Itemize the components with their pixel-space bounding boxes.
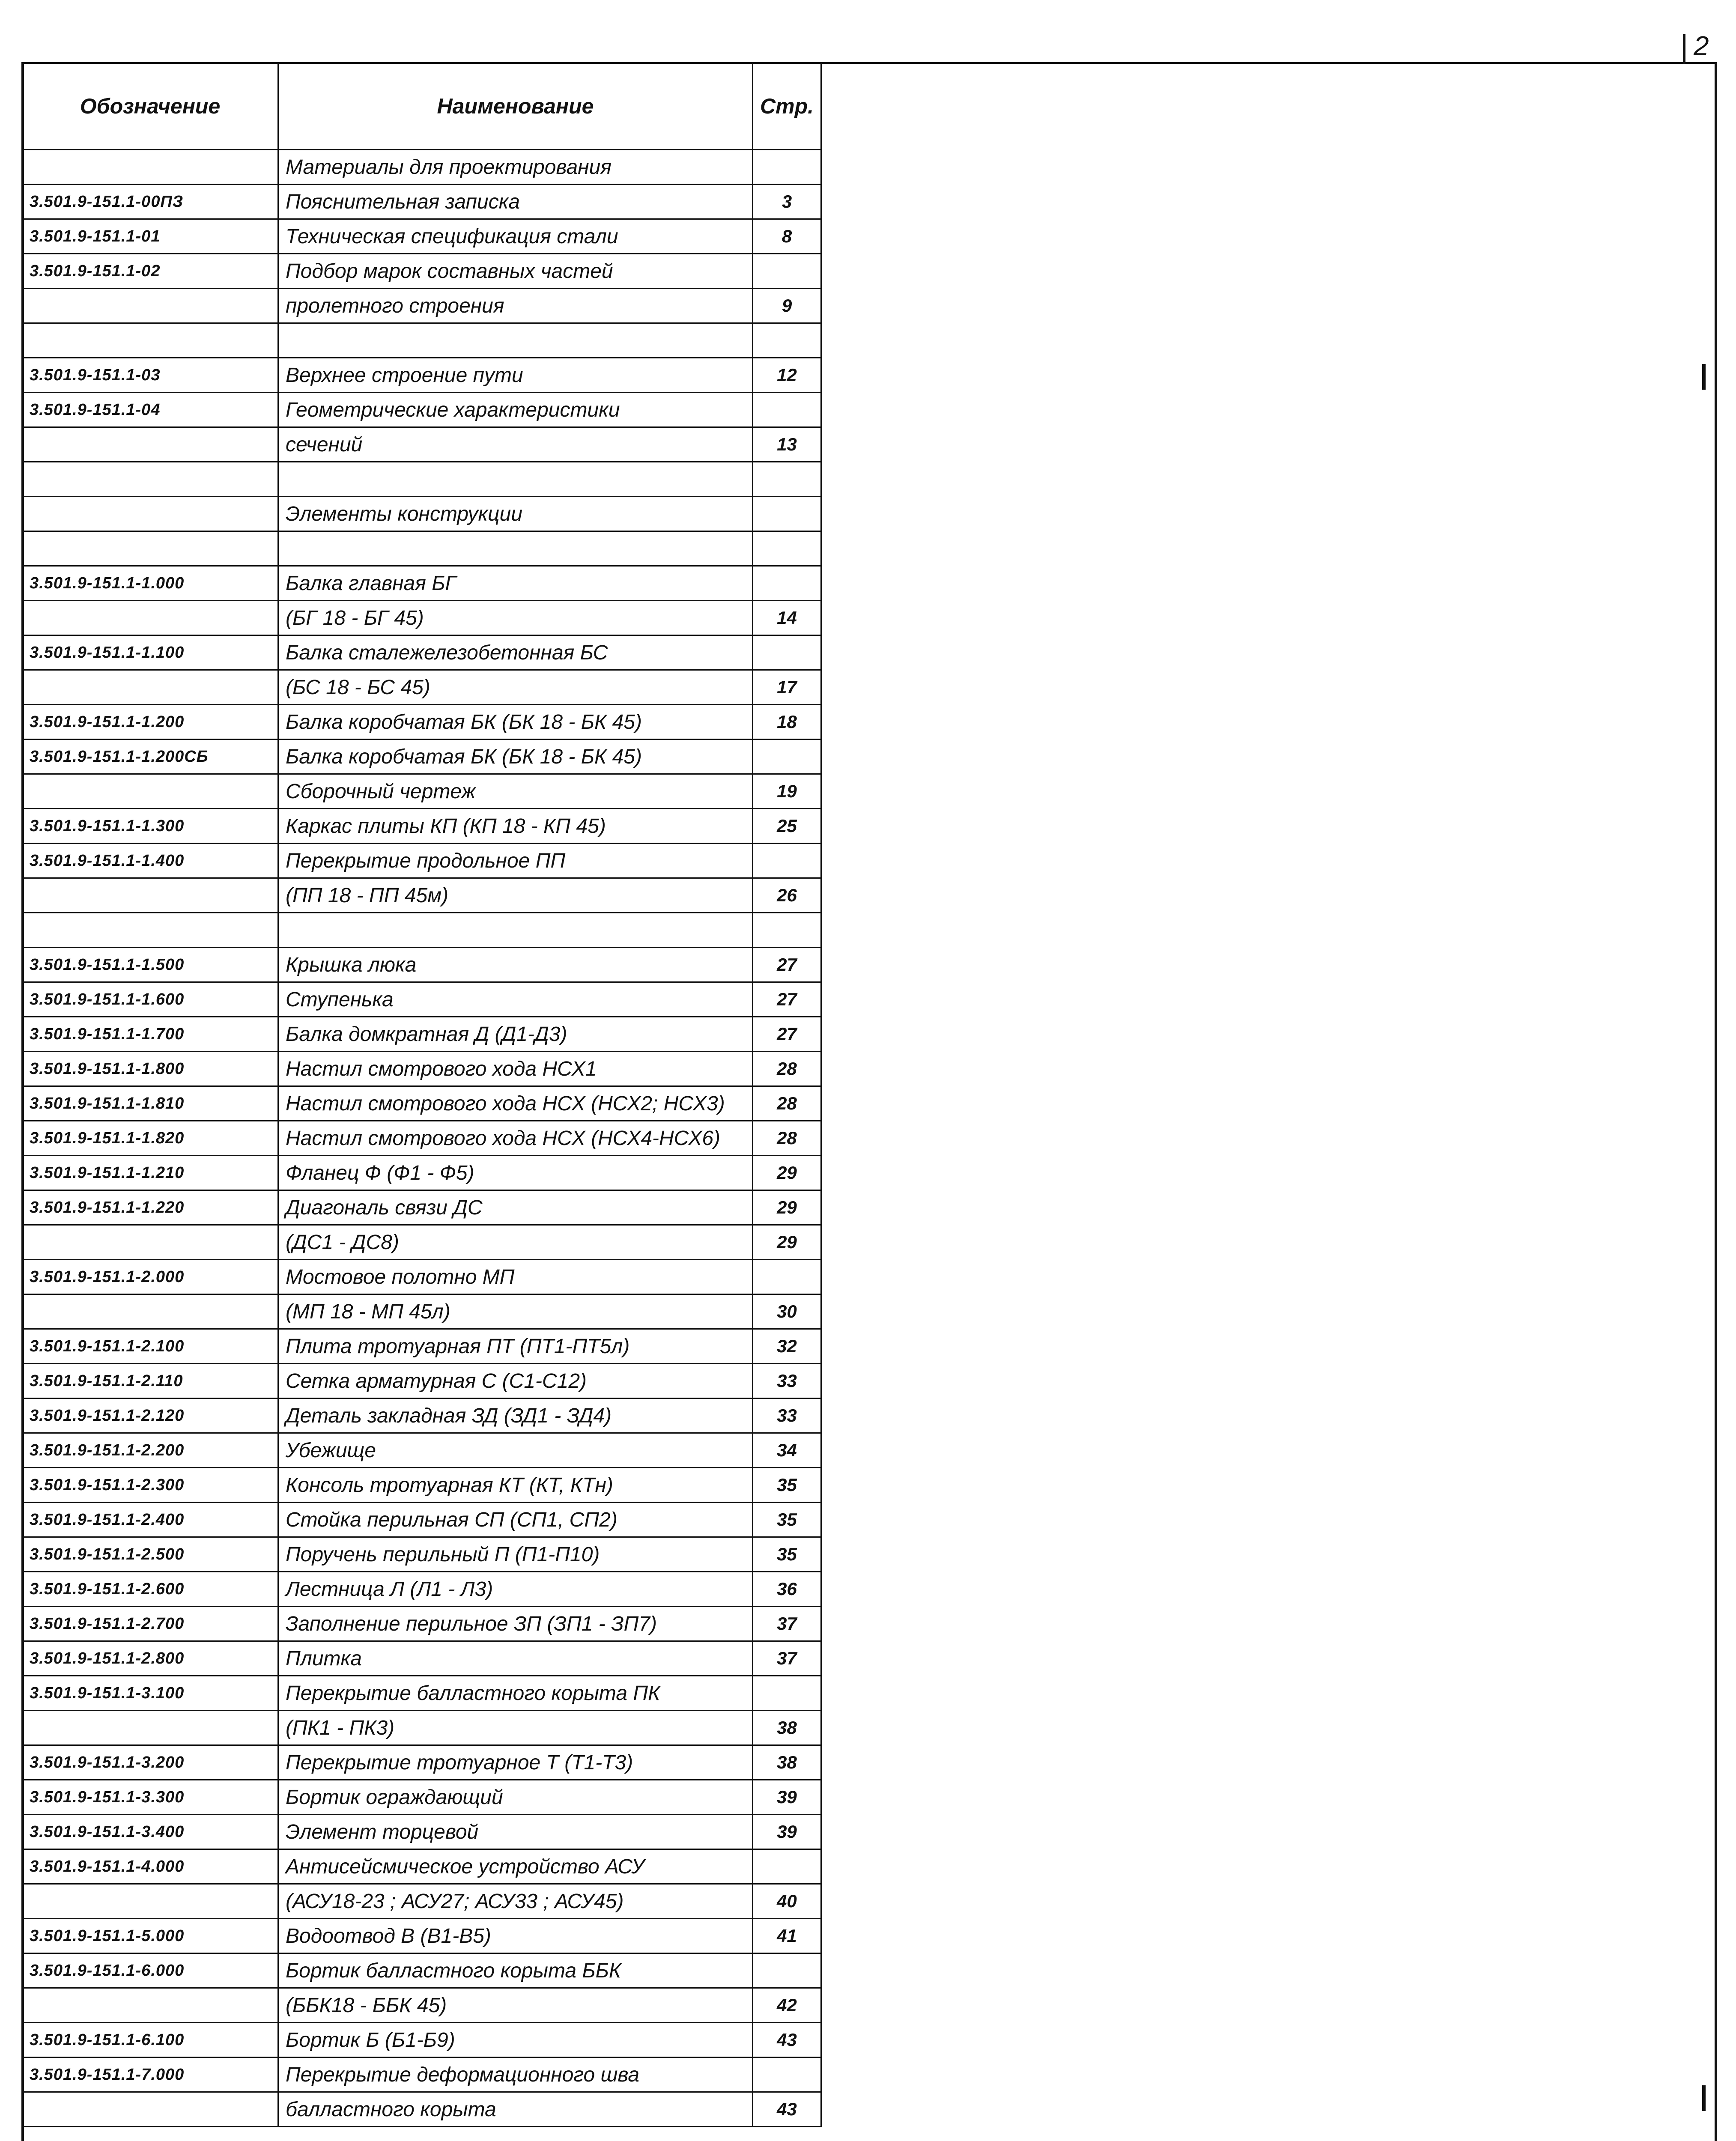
row-code	[22, 427, 278, 462]
contents-row	[22, 1468, 821, 1503]
contents-header-row	[22, 63, 821, 150]
row-code: 3.501.9-151.1-2.110	[22, 1364, 278, 1399]
row-page	[753, 566, 821, 601]
contents-row	[22, 601, 821, 635]
row-page: 36	[753, 1572, 821, 1607]
row-code	[22, 150, 278, 185]
row-name: (АСУ18-23 ; АСУ27; АСУ33 ; АСУ45)	[278, 1884, 753, 1919]
row-name: Балка коробчатая БК (БК 18 - БК 45)	[278, 705, 753, 740]
row-name: Сетка арматурная С (С1-С12)	[278, 1364, 753, 1399]
contents-row	[22, 358, 821, 393]
row-code: 3.501.9-151.1-1.200СБ	[22, 740, 278, 774]
row-name: Лестница Л (Л1 - Л3)	[278, 1572, 753, 1607]
row-page: 13	[753, 427, 821, 462]
contents-row	[22, 1052, 821, 1086]
row-name: Бортик ограждающий	[278, 1780, 753, 1815]
row-name: Каркас плиты КП (КП 18 - КП 45)	[278, 809, 753, 844]
row-page: 19	[753, 774, 821, 809]
row-page: 17	[753, 670, 821, 705]
row-name: (ПП 18 - ПП 45м)	[278, 878, 753, 913]
row-name: Настил смотрового хода НСХ (НСХ4-НСХ6)	[278, 1121, 753, 1156]
row-page	[753, 323, 821, 358]
contents-row	[22, 1641, 821, 1676]
row-name: Фланец Ф (Ф1 - Ф5)	[278, 1156, 753, 1190]
row-name: Бортик балластного корыта ББК	[278, 1953, 753, 1988]
row-page: 28	[753, 1052, 821, 1086]
row-page	[753, 1260, 821, 1294]
contents-table	[21, 62, 822, 2127]
row-name: Ступенька	[278, 982, 753, 1017]
contents-row	[22, 393, 821, 427]
contents-row	[22, 913, 821, 948]
row-name: Стойка перильная СП (СП1, СП2)	[278, 1503, 753, 1537]
row-code: 3.501.9-151.1-3.200	[22, 1745, 278, 1780]
contents-row	[22, 1086, 821, 1121]
row-code: 3.501.9-151.1-2.600	[22, 1572, 278, 1607]
contents-row	[22, 2092, 821, 2127]
contents-row	[22, 740, 821, 774]
row-code	[22, 774, 278, 809]
row-page: 29	[753, 1156, 821, 1190]
contents-row	[22, 150, 821, 185]
row-name: Настил смотрового хода НСХ (НСХ2; НСХ3)	[278, 1086, 753, 1121]
row-page: 34	[753, 1433, 821, 1468]
contents-row	[22, 1572, 821, 1607]
row-page: 33	[753, 1399, 821, 1433]
row-page: 35	[753, 1468, 821, 1503]
header-name: Наименование	[278, 63, 753, 150]
contents-row	[22, 1780, 821, 1815]
row-name: Водоотвод В (В1-В5)	[278, 1919, 753, 1953]
row-page: 27	[753, 948, 821, 982]
header-page: Стр.	[753, 63, 821, 150]
row-name: балластного корыта	[278, 2092, 753, 2127]
contents-row	[22, 219, 821, 254]
row-page: 18	[753, 705, 821, 740]
row-code	[22, 913, 278, 948]
row-code: 3.501.9-151.1-4.000	[22, 1849, 278, 1884]
row-page	[753, 497, 821, 531]
row-name: Балка главная БГ	[278, 566, 753, 601]
row-page: 38	[753, 1745, 821, 1780]
header-code: Обозначение	[22, 63, 278, 150]
row-code: 3.501.9-151.1-2.000	[22, 1260, 278, 1294]
contents-row	[22, 1017, 821, 1052]
row-page: 38	[753, 1711, 821, 1745]
row-name: Диагональ связи ДС	[278, 1190, 753, 1225]
row-name	[278, 462, 753, 497]
margin-mark	[1702, 2085, 1706, 2111]
contents-row	[22, 1988, 821, 2023]
row-code	[22, 497, 278, 531]
row-name: Поручень перильный П (П1-П10)	[278, 1537, 753, 1572]
contents-row	[22, 289, 821, 323]
contents-row	[22, 982, 821, 1017]
row-code: 3.501.9-151.1-1.600	[22, 982, 278, 1017]
row-page	[753, 844, 821, 878]
row-page: 29	[753, 1225, 821, 1260]
row-page	[753, 150, 821, 185]
contents-row	[22, 427, 821, 462]
row-name: Перекрытие тротуарное Т (Т1-Т3)	[278, 1745, 753, 1780]
row-code: 3.501.9-151.1-5.000	[22, 1919, 278, 1953]
contents-row	[22, 531, 821, 566]
row-page: 35	[753, 1537, 821, 1572]
row-code: 3.501.9-151.1-2.800	[22, 1641, 278, 1676]
row-code: 3.501.9-151.1-3.300	[22, 1780, 278, 1815]
contents-row	[22, 2023, 821, 2058]
row-page: 3	[753, 185, 821, 219]
row-page	[753, 1953, 821, 1988]
row-code	[22, 601, 278, 635]
row-page: 32	[753, 1329, 821, 1364]
row-page: 27	[753, 982, 821, 1017]
row-page	[753, 393, 821, 427]
row-code: 3.501.9-151.1-1.220	[22, 1190, 278, 1225]
contents-row	[22, 1676, 821, 1711]
row-code	[22, 1294, 278, 1329]
contents-row	[22, 1745, 821, 1780]
row-code: 3.501.9-151.1-02	[22, 254, 278, 289]
contents-row	[22, 1953, 821, 1988]
row-name: Сборочный чертеж	[278, 774, 753, 809]
row-code: 3.501.9-151.1-2.300	[22, 1468, 278, 1503]
contents-row	[22, 1919, 821, 1953]
row-page: 37	[753, 1607, 821, 1641]
row-code: 3.501.9-151.1-2.400	[22, 1503, 278, 1537]
row-page: 28	[753, 1086, 821, 1121]
row-code: 3.501.9-151.1-2.700	[22, 1607, 278, 1641]
contents-row	[22, 1399, 821, 1433]
contents-row	[22, 1849, 821, 1884]
contents-row	[22, 1711, 821, 1745]
contents-row	[22, 497, 821, 531]
row-code: 3.501.9-151.1-3.400	[22, 1815, 278, 1849]
row-page: 39	[753, 1780, 821, 1815]
row-name: Перекрытие балластного корыта ПК	[278, 1676, 753, 1711]
row-name: Заполнение перильное ЗП (ЗП1 - ЗП7)	[278, 1607, 753, 1641]
row-name: Настил смотрового хода НСХ1	[278, 1052, 753, 1086]
margin-tick	[1683, 34, 1685, 64]
row-page	[753, 1676, 821, 1711]
row-page: 8	[753, 219, 821, 254]
row-name: Плитка	[278, 1641, 753, 1676]
row-code: 3.501.9-151.1-03	[22, 358, 278, 393]
row-page: 27	[753, 1017, 821, 1052]
row-name: (МП 18 - МП 45л)	[278, 1294, 753, 1329]
row-code	[22, 2092, 278, 2127]
contents-row	[22, 1225, 821, 1260]
row-code	[22, 462, 278, 497]
row-name: Консоль тротуарная КТ (КТ, КТн)	[278, 1468, 753, 1503]
contents-row	[22, 1537, 821, 1572]
contents-row	[22, 1433, 821, 1468]
row-code: 3.501.9-151.1-1.810	[22, 1086, 278, 1121]
row-name: Балка коробчатая БК (БК 18 - БК 45)	[278, 740, 753, 774]
contents-row	[22, 1503, 821, 1537]
row-name: Убежище	[278, 1433, 753, 1468]
row-page: 35	[753, 1503, 821, 1537]
row-page	[753, 254, 821, 289]
row-page	[753, 635, 821, 670]
contents-row	[22, 1884, 821, 1919]
contents-row	[22, 566, 821, 601]
row-page	[753, 462, 821, 497]
row-name: (ПК1 - ПК3)	[278, 1711, 753, 1745]
row-name: (БС 18 - БС 45)	[278, 670, 753, 705]
row-code: 3.501.9-151.1-1.000	[22, 566, 278, 601]
row-code	[22, 878, 278, 913]
row-code	[22, 531, 278, 566]
row-code: 3.501.9-151.1-2.100	[22, 1329, 278, 1364]
row-name: (ББК18 - ББК 45)	[278, 1988, 753, 2023]
row-name: Подбор марок составных частей	[278, 254, 753, 289]
row-code: 3.501.9-151.1-1.700	[22, 1017, 278, 1052]
row-code: 3.501.9-151.1-2.120	[22, 1399, 278, 1433]
contents-row	[22, 1815, 821, 1849]
row-code: 3.501.9-151.1-3.100	[22, 1676, 278, 1711]
row-code: 3.501.9-151.1-2.200	[22, 1433, 278, 1468]
row-code: 3.501.9-151.1-1.400	[22, 844, 278, 878]
row-name: Антисейсмическое устройство АСУ	[278, 1849, 753, 1884]
row-name: Перекрытие продольное ПП	[278, 844, 753, 878]
contents-row	[22, 1156, 821, 1190]
row-page: 25	[753, 809, 821, 844]
contents-row	[22, 878, 821, 913]
row-page: 9	[753, 289, 821, 323]
row-page: 40	[753, 1884, 821, 1919]
row-page	[753, 740, 821, 774]
row-code	[22, 670, 278, 705]
row-code: 3.501.9-151.1-1.820	[22, 1121, 278, 1156]
contents-row	[22, 774, 821, 809]
row-code: 3.501.9-151.1-2.500	[22, 1537, 278, 1572]
row-page	[753, 2058, 821, 2092]
row-code: 3.501.9-151.1-01	[22, 219, 278, 254]
row-code	[22, 1884, 278, 1919]
row-code: 3.501.9-151.1-1.300	[22, 809, 278, 844]
contents-row	[22, 254, 821, 289]
row-page: 26	[753, 878, 821, 913]
contents-row	[22, 1607, 821, 1641]
row-code: 3.501.9-151.1-1.100	[22, 635, 278, 670]
row-name: пролетного строения	[278, 289, 753, 323]
row-name: Верхнее строение пути	[278, 358, 753, 393]
row-page	[753, 531, 821, 566]
row-name: Элементы конструкции	[278, 497, 753, 531]
contents-row	[22, 1294, 821, 1329]
row-code: 3.501.9-151.1-1.500	[22, 948, 278, 982]
row-name: Материалы для проектирования	[278, 150, 753, 185]
row-name: сечений	[278, 427, 753, 462]
contents-row	[22, 1364, 821, 1399]
margin-mark	[1702, 364, 1706, 390]
row-page: 39	[753, 1815, 821, 1849]
contents-body	[22, 150, 821, 2127]
row-page: 43	[753, 2092, 821, 2127]
row-page: 33	[753, 1364, 821, 1399]
contents-row	[22, 809, 821, 844]
contents-row	[22, 2058, 821, 2092]
row-name	[278, 913, 753, 948]
row-page: 28	[753, 1121, 821, 1156]
contents-row	[22, 635, 821, 670]
row-name: Перекрытие деформационного шва	[278, 2058, 753, 2092]
row-name: Бортик Б (Б1-Б9)	[278, 2023, 753, 2058]
row-page: 14	[753, 601, 821, 635]
row-name	[278, 531, 753, 566]
row-code: 3.501.9-151.1-6.100	[22, 2023, 278, 2058]
row-name: Мостовое полотно МП	[278, 1260, 753, 1294]
row-name: Плита тротуарная ПТ (ПТ1-ПТ5л)	[278, 1329, 753, 1364]
row-code	[22, 289, 278, 323]
row-code: 3.501.9-151.1-6.000	[22, 1953, 278, 1988]
row-page	[753, 913, 821, 948]
contents-row	[22, 670, 821, 705]
row-name: (БГ 18 - БГ 45)	[278, 601, 753, 635]
row-code	[22, 1711, 278, 1745]
row-page: 30	[753, 1294, 821, 1329]
row-name: Техническая спецификация стали	[278, 219, 753, 254]
contents-row	[22, 705, 821, 740]
row-page: 12	[753, 358, 821, 393]
row-name: Деталь закладная ЗД (ЗД1 - ЗД4)	[278, 1399, 753, 1433]
row-page: 29	[753, 1190, 821, 1225]
row-page: 42	[753, 1988, 821, 2023]
row-page	[753, 1849, 821, 1884]
row-code	[22, 1988, 278, 2023]
contents-row	[22, 948, 821, 982]
row-page: 41	[753, 1919, 821, 1953]
row-code: 3.501.9-151.1-1.210	[22, 1156, 278, 1190]
row-code: 3.501.9-151.1-1.800	[22, 1052, 278, 1086]
row-name	[278, 323, 753, 358]
row-code: 3.501.9-151.1-1.200	[22, 705, 278, 740]
row-page: 43	[753, 2023, 821, 2058]
row-name: Балка домкратная Д (Д1-Д3)	[278, 1017, 753, 1052]
row-name: Геометрические характеристики	[278, 393, 753, 427]
row-code: 3.501.9-151.1-04	[22, 393, 278, 427]
row-code: 3.501.9-151.1-00ПЗ	[22, 185, 278, 219]
contents-row	[22, 1121, 821, 1156]
row-code	[22, 1225, 278, 1260]
contents-row	[22, 462, 821, 497]
contents-row	[22, 323, 821, 358]
page-number: 2	[1694, 30, 1709, 61]
row-name: Элемент торцевой	[278, 1815, 753, 1849]
row-code: 3.501.9-151.1-7.000	[22, 2058, 278, 2092]
contents-row	[22, 185, 821, 219]
row-code	[22, 323, 278, 358]
contents-row	[22, 844, 821, 878]
contents-row	[22, 1329, 821, 1364]
row-name: Пояснительная записка	[278, 185, 753, 219]
row-name: Балка сталежелезобетонная БС	[278, 635, 753, 670]
contents-row	[22, 1260, 821, 1294]
row-name: Крышка люка	[278, 948, 753, 982]
contents-row	[22, 1190, 821, 1225]
row-page: 37	[753, 1641, 821, 1676]
row-name: (ДС1 - ДС8)	[278, 1225, 753, 1260]
